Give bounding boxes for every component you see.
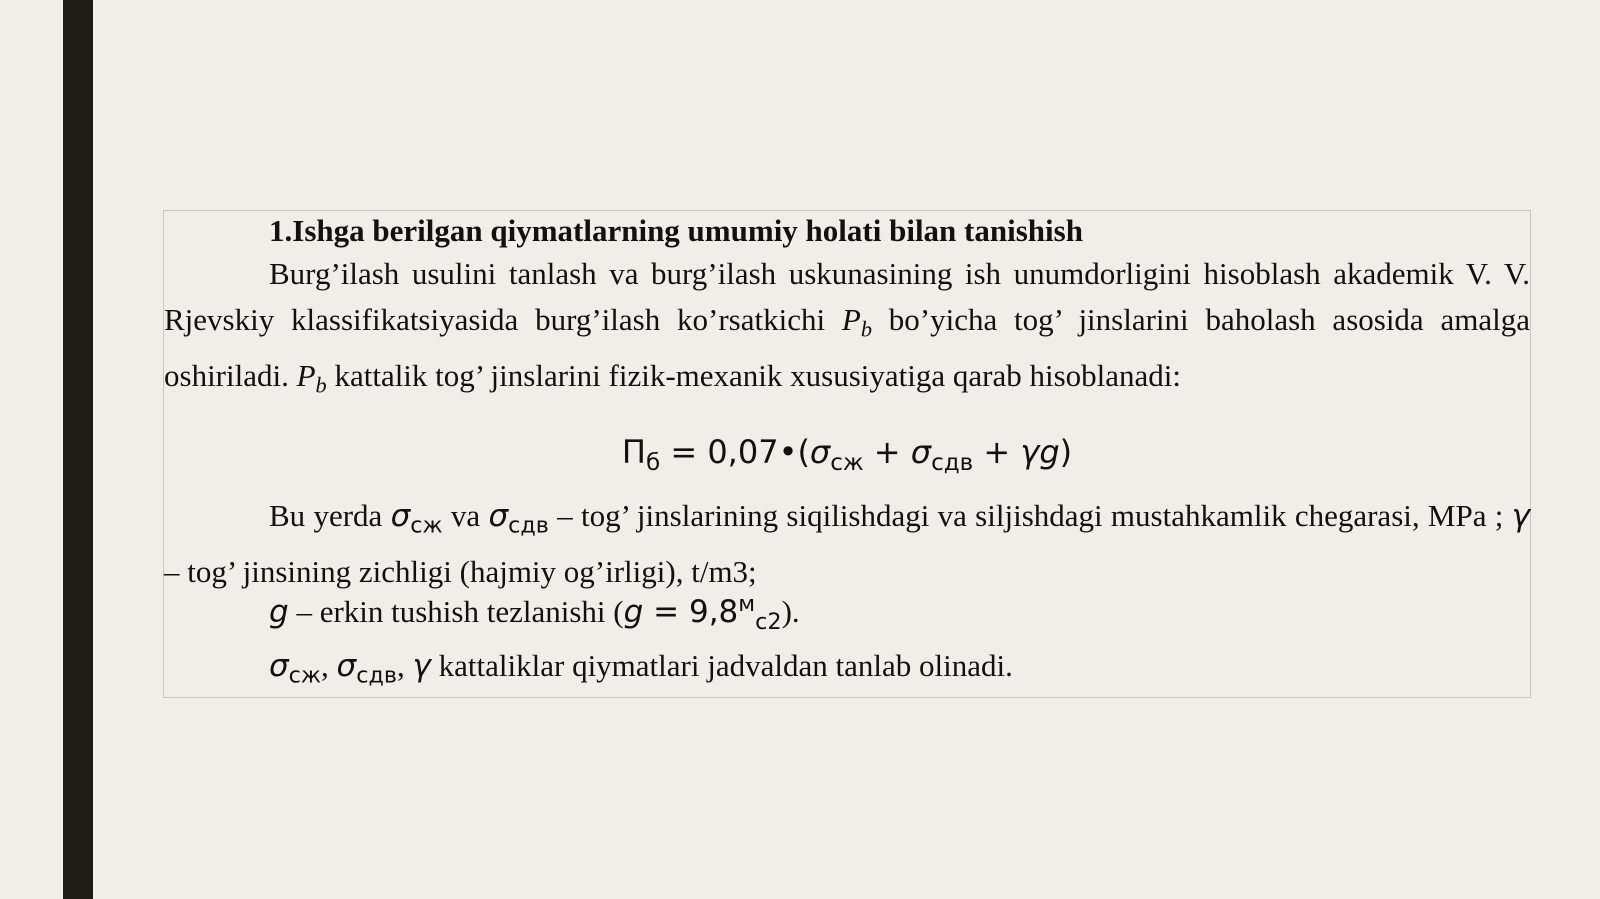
sigma-sdv: σ bbox=[488, 498, 509, 534]
sigma-sdv-sub-2: сдв bbox=[356, 662, 398, 689]
heading: 1.Ishga berilgan qiymatlarning umumiy holati bilan tanishish bbox=[269, 213, 1083, 248]
sigma-szh-sub-2: сж bbox=[288, 662, 322, 689]
para1-text-a: Burg’ilash usulini tanlash va burg’ilash uskunasining ish unumdorligini hisoblash akademik V. V. Rjevskiy klassifikatsiyasida burg’ilash ko’rsatkichi bbox=[164, 256, 1530, 337]
para2-text-b: – tog’ jinslarining siqilishdagi va siljishdagi mustahkamlik chegarasi, MPa ; bbox=[548, 498, 1512, 533]
formula-open: ( bbox=[797, 433, 810, 471]
para2-text-a: Bu yerda bbox=[269, 498, 391, 533]
formula-lhs: П bbox=[621, 433, 646, 471]
formula-g: g bbox=[1039, 433, 1060, 471]
p-symbol-2: P bbox=[296, 357, 316, 393]
sigma-szh: σ bbox=[390, 498, 411, 534]
line-last-text: kattaliklar qiymatlari jadvaldan tanlab olinadi. bbox=[430, 648, 1013, 683]
sigma-szh-sub: сж bbox=[410, 512, 443, 539]
p-subscript-2: b bbox=[315, 372, 327, 398]
sigma-szh-2: σ bbox=[269, 648, 289, 684]
text-box bbox=[163, 210, 1531, 698]
para2-va: va bbox=[442, 498, 489, 533]
g-symbol: g bbox=[269, 594, 289, 631]
formula-sub-szh: сж bbox=[830, 449, 864, 476]
sigma-sdv-2: σ bbox=[336, 648, 357, 684]
paragraph-2 bbox=[164, 493, 1530, 595]
line-g-text: – erkin tushish tezlanishi ( bbox=[288, 594, 624, 630]
formula-lhs-sub: б bbox=[645, 449, 661, 476]
formula-sigma-2: σ bbox=[910, 433, 932, 471]
g-unit-den: с2 bbox=[755, 608, 782, 635]
g-unit-num: м bbox=[738, 591, 756, 617]
line-g-end: ). bbox=[781, 594, 800, 630]
p-subscript: b bbox=[860, 316, 872, 342]
gamma-symbol: γ bbox=[1511, 498, 1530, 534]
para1-text-c: kattalik tog’ jinslarini fizik-mexanik xususiyatiga qarab hisoblanadi: bbox=[326, 357, 1182, 393]
p-symbol: P bbox=[841, 302, 861, 337]
paragraph-1 bbox=[164, 251, 1530, 408]
formula-plus-2: + bbox=[973, 433, 1021, 471]
para1-text-b: bo’yicha tog’ jinslarini baholash asosida amalga oshiriladi. bbox=[164, 302, 1530, 393]
line-g bbox=[269, 591, 800, 635]
sep-2: , bbox=[397, 648, 413, 683]
g-symbol-2: g bbox=[623, 594, 644, 631]
sep-1: , bbox=[321, 648, 337, 683]
formula-sub-sdv: сдв bbox=[931, 449, 974, 476]
para2-text-c: – tog’ jinsining zichligi (hajmiy og’irligi), t/m3; bbox=[164, 553, 757, 589]
sigma-sdv-sub: сдв bbox=[508, 512, 549, 539]
gamma-symbol-2: γ bbox=[412, 648, 431, 684]
left-accent-bar bbox=[63, 0, 93, 899]
g-value: = 9,8 bbox=[643, 594, 739, 631]
line-last bbox=[269, 648, 1013, 689]
formula-dot: • bbox=[778, 433, 798, 471]
formula-plus-1: + bbox=[863, 433, 911, 471]
formula-eq: = 0,07 bbox=[660, 433, 779, 471]
formula-gamma: γ bbox=[1020, 433, 1040, 471]
formula-sigma-1: σ bbox=[809, 433, 831, 471]
formula bbox=[164, 433, 1530, 476]
formula-close: ) bbox=[1059, 433, 1073, 471]
